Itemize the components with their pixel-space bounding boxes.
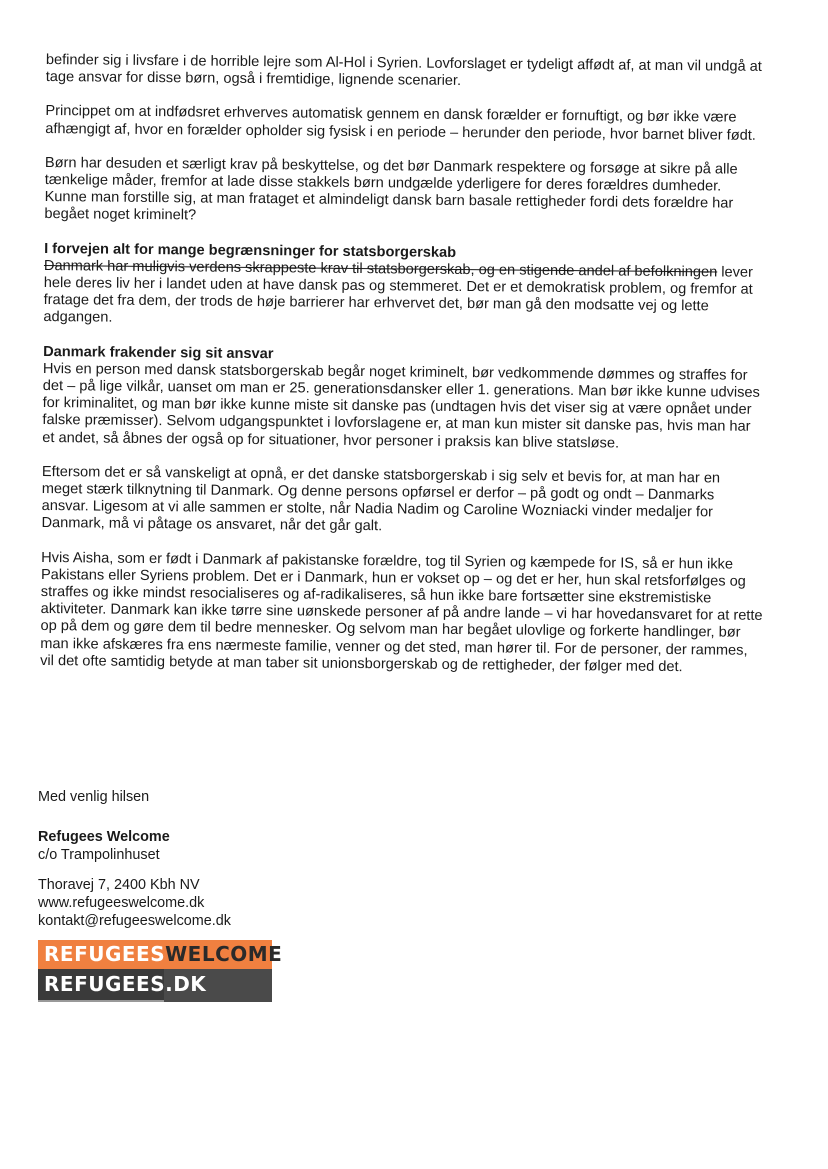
paragraph: Hvis en person med dansk statsborgerskab begår noget kriminelt, bør vedkommende dømmes og straffes for det – på lige vilkår, uanset om man er 25. generationsdansker eller 1. generations. Man bør ikke kunne udvises for kriminalitet, og man bør ikke kunne miste sit danske pas (undtagen hvis det viser sig at være opnået under falske præmisser). Selvom udgangspunktet i lovforslagene er, at man kun mister sit danske pas, hvis man har et andet, så åbnes der også op for situationer, hvor personer i praksis kan blive statsløse. [42,360,760,452]
closing: Med venlig hilsen [38,789,150,805]
logo-domain: REFUGEES.DK [38,969,164,1002]
paragraph: Børn har desuden et særligt krav på beskyttelse, og det bør Danmark respektere og forsøge at sikre på alle tænkelige måder, fremfor at lade disse stakkels børn undgælde yderligere for deres forældres dumheder. Kunne man forstille sig, at man frataget et almindeligt dansk barn basale rettigheder fordi dets forældre har begået noget kriminelt? [44,154,738,224]
website-link[interactable]: www.refugeeswelcome.dk [38,895,205,911]
logo-word-welcome: WELCOME [165,942,283,966]
logo-top-band [38,940,283,969]
section-heading: I forvejen alt for mange begrænsninger for statsborgerskab [44,240,457,261]
letter-body [40,52,768,694]
care-of: c/o Trampolinhuset [38,847,160,863]
paragraph-text: lever hele deres liv her i landet uden at have dansk pas og stemmeret. Det er et demokratisk problem, og fremfor at fratage det fra dem, der trods de høje barrierer har erhvervet det, bør man gå den modsatte vej og lette adgangen. [43,264,754,327]
paragraph: Princippet om at indfødsret erhverves automatisk gennem en dansk forælder er fornuftigt, og bør ikke være afhængigt af, hvor en forælder opholder sig fysisk i en periode – herunder den periode, hvor barnet bliver født. [45,103,756,144]
paragraph: Eftersom det er så vanskeligt at opnå, er det danske statsborgerskab i sig selv et bevis for, at man har en meget stærk tilknytning til Danmark. Og denne persons opførsel er derfor – på godt og ondt – Danmarks ansvar. Ligesom at vi alle sammen er stolte, når Nadia Nadim og Caroline Wozniacki vinder medaljer for Danmark, må vi påtage os ansvaret, når det går galt. [41,463,721,535]
paragraph: befinder sig i livsfare i de horrible lejre som Al-Hol i Syrien. Lovforslaget er tydeligt affødt af, at man vil undgå at tage ansvar for disse børn, også i fremtidige, lignende scenarier. [45,52,762,90]
section-paragraph [43,258,766,334]
logo-bottom-band [38,969,272,1002]
struck-text-rest: , og en stigende andel af befolkningen [470,261,718,281]
refugees-welcome-logo [38,940,283,1002]
paragraph: Hvis Aisha, som er født i Danmark af pakistanske forældre, tog til Syrien og kæmpede for IS, så er hun ikke Pakistans eller Syriens problem. Det er i Danmark, hun er vokset op – og det er her, hun skal retsforfølges og straffes og ikke mindst resocialiseres og af-radikaliseres, så hun ikke bare fortsætter sine ekstremistiske aktiviteter. Danmark kan ikke tørre sine uønskede personer af på andre lande – vi har hovedansvaret for at rette op på dem og gøre dem til bedre mennesker. Og selvom man har begået ulovlige og forkerte handlinger, bør man ikke afskæres fra ens nærmeste familie, venner og det sted, man hører til. For de personer, der rammes, vil det ofte samtidig betyde at man taber sit unionsborgerskab og de rettigheder, der følger med det. [40,549,763,676]
org-name: Refugees Welcome [38,829,170,845]
section-heading: Danmark frakender sig sit ansvar [43,343,274,362]
email-link[interactable]: kontakt@refugeeswelcome.dk [38,913,231,929]
struck-text: Danmark har muligvis verdens skrappeste krav til statsborgerskab [43,257,471,278]
logo-word-refugees: REFUGEES [44,942,166,966]
signature-block [38,788,231,930]
address: Thoravej 7, 2400 Kbh NV [38,877,200,893]
